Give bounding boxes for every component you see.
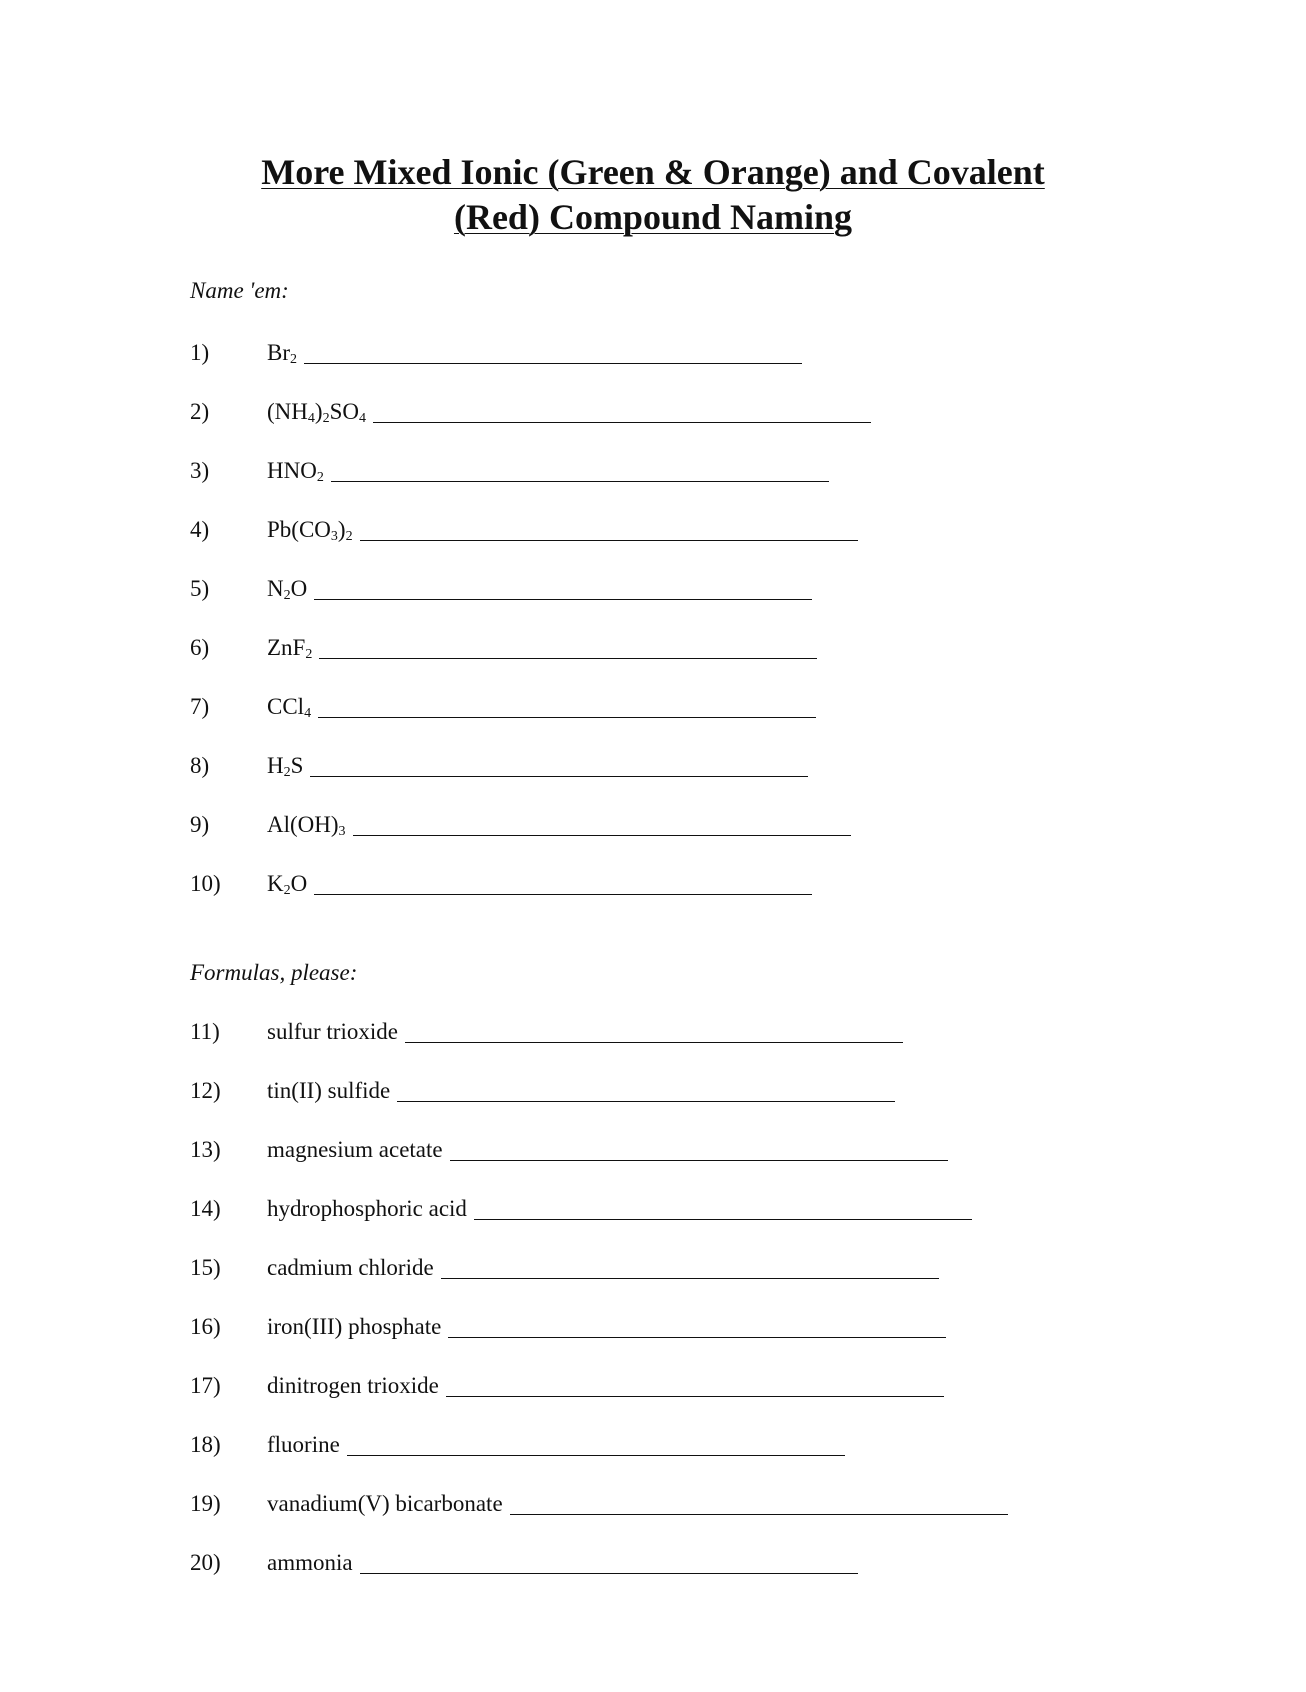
formula-subscript: 2 (283, 588, 291, 603)
question-text: sulfur trioxide (267, 1019, 398, 1044)
formula-subscript: 4 (304, 706, 312, 721)
question-number: 6) (190, 635, 210, 660)
answer-blank[interactable] (397, 1100, 895, 1102)
question-text: Pb(CO (267, 517, 331, 542)
question-prompt (267, 1310, 946, 1344)
formula-subscript: 2 (283, 765, 291, 780)
question-prompt (267, 808, 851, 842)
question-text: Al(OH) (267, 812, 339, 837)
formula-subscript: 4 (307, 411, 315, 426)
question-label (267, 1369, 439, 1403)
question-label (267, 1015, 398, 1049)
question-text: Br (267, 340, 290, 365)
answer-blank[interactable] (446, 1395, 944, 1397)
question-text: N (267, 576, 284, 601)
worksheet-title (0, 150, 1306, 240)
question-text: cadmium chloride (267, 1255, 434, 1280)
answer-blank[interactable] (347, 1454, 845, 1456)
question-text: vanadium(V) bicarbonate (267, 1491, 503, 1516)
answer-blank[interactable] (405, 1041, 903, 1043)
question-prompt (267, 1074, 895, 1108)
question-label (267, 631, 312, 665)
question-text: ) (314, 399, 323, 424)
question-text: K (267, 871, 284, 896)
question-number: 19) (190, 1491, 221, 1516)
title-line-1: More Mixed Ionic (Green & Orange) and Covalent (261, 152, 1045, 192)
question-prompt (267, 1369, 944, 1403)
question-prompt (267, 867, 812, 901)
question-prompt (267, 1251, 939, 1285)
answer-blank[interactable] (314, 893, 812, 895)
question-label (267, 454, 324, 488)
question-label (267, 1251, 434, 1285)
question-text: O (290, 871, 308, 896)
formula-subscript: 2 (283, 883, 291, 898)
answer-blank[interactable] (318, 716, 816, 718)
question-label (267, 1133, 443, 1167)
question-label (267, 1310, 441, 1344)
question-text: S (290, 753, 304, 778)
question-number: 11) (190, 1019, 220, 1044)
question-number: 13) (190, 1137, 221, 1162)
question-text: H (267, 753, 284, 778)
answer-blank[interactable] (373, 421, 871, 423)
answer-blank[interactable] (360, 1572, 858, 1574)
question-label (267, 690, 311, 724)
formula-subscript: 3 (338, 824, 346, 839)
answer-blank[interactable] (319, 657, 817, 659)
question-label (267, 1487, 503, 1521)
section-label-name-em: Name 'em: (190, 278, 289, 303)
question-label (267, 808, 346, 842)
answer-blank[interactable] (310, 775, 808, 777)
question-prompt (267, 1133, 948, 1167)
question-number: 12) (190, 1078, 221, 1103)
question-number: 5) (190, 576, 210, 601)
question-prompt (267, 336, 802, 370)
question-number: 20) (190, 1550, 221, 1575)
question-number: 3) (190, 458, 210, 483)
question-label (267, 1428, 340, 1462)
answer-blank[interactable] (304, 362, 802, 364)
question-text: ammonia (267, 1550, 353, 1575)
question-number: 14) (190, 1196, 221, 1221)
title-line-2: (Red) Compound Naming (453, 197, 853, 237)
question-label (267, 1546, 353, 1580)
question-label (267, 749, 303, 783)
question-text: hydrophosphoric acid (267, 1196, 467, 1221)
formula-subscript: 2 (345, 529, 353, 544)
question-label (267, 336, 297, 370)
question-label (267, 395, 366, 429)
answer-blank[interactable] (353, 834, 851, 836)
answer-blank[interactable] (314, 598, 812, 600)
question-number: 7) (190, 694, 210, 719)
question-text: O (290, 576, 308, 601)
question-text: dinitrogen trioxide (267, 1373, 439, 1398)
question-number: 15) (190, 1255, 221, 1280)
question-number: 4) (190, 517, 210, 542)
question-number: 18) (190, 1432, 221, 1457)
formula-subscript: 4 (358, 411, 366, 426)
question-prompt (267, 454, 829, 488)
question-prompt (267, 572, 812, 606)
section-label-formulas: Formulas, please: (190, 960, 358, 985)
question-text: HNO (267, 458, 317, 483)
question-prompt (267, 1192, 972, 1226)
answer-blank[interactable] (450, 1159, 948, 1161)
question-label (267, 513, 353, 547)
question-text: ZnF (267, 635, 306, 660)
question-text: SO (329, 399, 359, 424)
question-prompt (267, 1015, 903, 1049)
question-text: iron(III) phosphate (267, 1314, 442, 1339)
question-label (267, 867, 307, 901)
answer-blank[interactable] (331, 480, 829, 482)
answer-blank[interactable] (441, 1277, 939, 1279)
formula-subscript: 3 (330, 529, 338, 544)
question-text: (NH (267, 399, 308, 424)
answer-blank[interactable] (448, 1336, 946, 1338)
question-prompt (267, 749, 808, 783)
question-text: magnesium acetate (267, 1137, 443, 1162)
answer-blank[interactable] (360, 539, 858, 541)
question-label (267, 1192, 467, 1226)
question-prompt (267, 1428, 845, 1462)
question-label (267, 572, 307, 606)
question-text: ) (337, 517, 346, 542)
question-label (267, 1074, 390, 1108)
question-number: 17) (190, 1373, 221, 1398)
formula-subscript: 2 (316, 470, 324, 485)
question-number: 16) (190, 1314, 221, 1339)
formula-subscript: 2 (322, 411, 330, 426)
question-prompt (267, 513, 858, 547)
answer-blank[interactable] (510, 1513, 1008, 1515)
question-number: 9) (190, 812, 210, 837)
question-prompt (267, 1546, 858, 1580)
question-number: 10) (190, 871, 221, 896)
question-number: 2) (190, 399, 210, 424)
question-text: fluorine (267, 1432, 340, 1457)
formula-subscript: 2 (290, 352, 297, 367)
question-number: 1) (190, 340, 210, 365)
question-text: tin(II) sulfide (267, 1078, 391, 1103)
question-prompt (267, 395, 871, 429)
formula-subscript: 2 (305, 647, 313, 662)
question-prompt (267, 631, 817, 665)
answer-blank[interactable] (474, 1218, 972, 1220)
question-prompt (267, 690, 816, 724)
question-text: CCl (267, 694, 305, 719)
question-number: 8) (190, 753, 210, 778)
question-prompt (267, 1487, 1008, 1521)
